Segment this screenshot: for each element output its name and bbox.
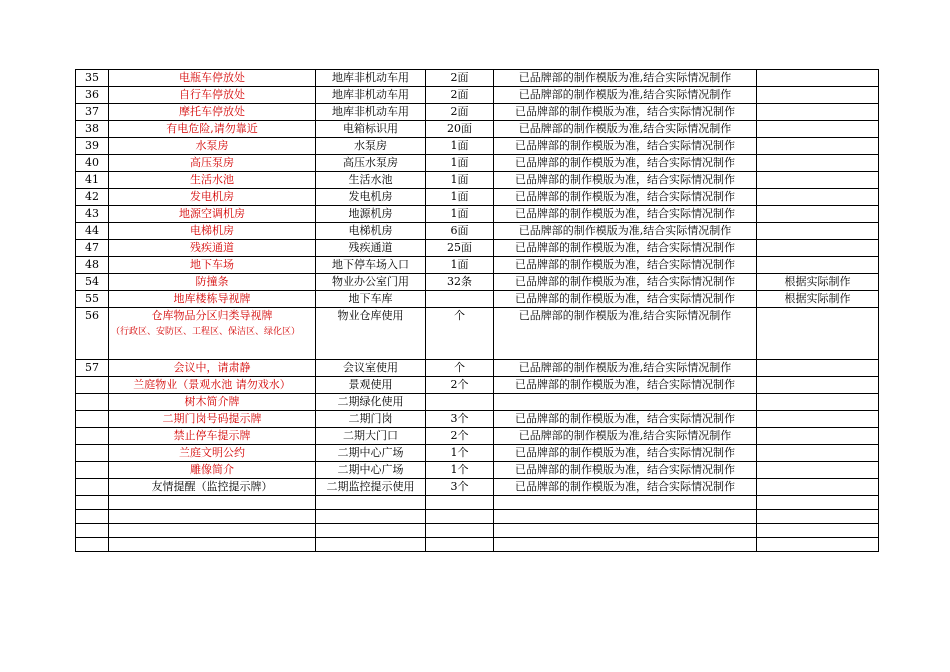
- blank-cell: [426, 524, 494, 538]
- usage-location-cell: [316, 377, 426, 394]
- sign-name-cell: [109, 291, 316, 308]
- remark-cell: [757, 87, 879, 104]
- sign-name-text: 防撞条: [195, 275, 229, 288]
- production-note-cell: [494, 411, 757, 428]
- sign-name-cell: [109, 155, 316, 172]
- quantity-cell: [426, 70, 494, 87]
- usage-location-text: 电箱标识用: [343, 122, 398, 135]
- row-number-cell: [76, 240, 109, 257]
- usage-location-cell: [316, 308, 426, 360]
- usage-location-cell: [316, 189, 426, 206]
- quantity-cell: [426, 445, 494, 462]
- row-number-cell: [76, 377, 109, 394]
- production-note-text: 已品牌部的制作模版为准,结合实际情况制作: [518, 71, 732, 84]
- row-number-text: 38: [85, 122, 99, 135]
- table-row: [76, 70, 879, 87]
- row-number-text: 55: [85, 292, 99, 305]
- blank-table-row: [76, 496, 879, 510]
- row-number-cell: [76, 172, 109, 189]
- production-note-cell: [494, 206, 757, 223]
- remark-cell: [757, 445, 879, 462]
- production-note-cell: [494, 274, 757, 291]
- usage-location-text: 会议室使用: [343, 361, 398, 374]
- sign-name-cell: [109, 223, 316, 240]
- production-note-text: 已品牌部的制作模版为准，结合实际情况制作: [515, 412, 735, 425]
- remark-cell: [757, 479, 879, 496]
- blank-cell: [316, 524, 426, 538]
- quantity-text: 6面: [450, 224, 469, 237]
- table-row: [76, 189, 879, 206]
- production-note-cell: [494, 291, 757, 308]
- remark-cell: [757, 411, 879, 428]
- table-row: [76, 274, 879, 291]
- quantity-text: 个: [454, 361, 465, 374]
- remark-cell: [757, 70, 879, 87]
- usage-location-cell: [316, 87, 426, 104]
- sign-name-cell: [109, 308, 316, 360]
- quantity-cell: [426, 308, 494, 360]
- usage-location-cell: [316, 462, 426, 479]
- sign-name-cell: [109, 462, 316, 479]
- sign-name-text: 地下车场: [190, 258, 234, 271]
- usage-location-text: 高压水泵房: [343, 156, 398, 169]
- table-row: [76, 411, 879, 428]
- quantity-cell: [426, 479, 494, 496]
- remark-text: 根据实际制作: [784, 275, 851, 288]
- row-number-cell: [76, 462, 109, 479]
- row-number-cell: [76, 274, 109, 291]
- blank-cell: [109, 496, 316, 510]
- quantity-text: 20面: [447, 122, 472, 135]
- usage-location-cell: [316, 274, 426, 291]
- sign-name-text: 发电机房: [190, 190, 234, 203]
- sign-name-text: 高压泵房: [190, 156, 234, 169]
- remark-cell: [757, 360, 879, 377]
- table-row: [76, 121, 879, 138]
- blank-cell: [426, 538, 494, 552]
- row-number-text: 44: [85, 224, 99, 237]
- remark-cell: [757, 394, 879, 411]
- row-number-cell: [76, 257, 109, 274]
- production-note-cell: [494, 121, 757, 138]
- sign-name-text: 有电危险,请勿靠近: [166, 122, 258, 135]
- production-note-text: 已品牌部的制作模版为准,结合实际情况制作: [518, 88, 732, 101]
- production-note-cell: [494, 428, 757, 445]
- row-number-cell: [76, 104, 109, 121]
- remark-cell: [757, 206, 879, 223]
- blank-table-row: [76, 510, 879, 524]
- row-number-cell: [76, 291, 109, 308]
- usage-location-text: 地库非机动车用: [332, 71, 409, 84]
- quantity-cell: [426, 394, 494, 411]
- row-number-text: 36: [85, 88, 99, 101]
- quantity-cell: [426, 104, 494, 121]
- row-number-text: 42: [85, 190, 99, 203]
- quantity-cell: [426, 360, 494, 377]
- remark-cell: [757, 223, 879, 240]
- quantity-text: 个: [454, 309, 465, 322]
- production-note-text: 已品牌部的制作模版为准,结合实际情况制作: [518, 309, 732, 322]
- sign-name-cell: [109, 445, 316, 462]
- blank-cell: [494, 524, 757, 538]
- row-number-cell: [76, 155, 109, 172]
- row-number-text: 57: [85, 361, 99, 374]
- quantity-cell: [426, 223, 494, 240]
- production-note-text: 已品牌部的制作模版为准，结合实际情况制作: [515, 105, 735, 118]
- row-number-text: 40: [85, 156, 99, 169]
- usage-location-cell: [316, 428, 426, 445]
- blank-cell: [426, 496, 494, 510]
- quantity-text: 3个: [450, 480, 469, 493]
- sign-name-text: 树木简介牌: [184, 395, 240, 408]
- row-number-cell: [76, 360, 109, 377]
- production-note-cell: [494, 70, 757, 87]
- usage-location-cell: [316, 411, 426, 428]
- quantity-text: 2面: [450, 71, 469, 84]
- table-row: [76, 360, 879, 377]
- sign-name-cell: [109, 394, 316, 411]
- row-number-text: 48: [85, 258, 99, 271]
- table-row: [76, 87, 879, 104]
- sign-name-text: 生活水池: [190, 173, 234, 186]
- quantity-cell: [426, 462, 494, 479]
- blank-cell: [316, 496, 426, 510]
- quantity-cell: [426, 172, 494, 189]
- production-note-text: 已品牌部的制作模版为准,结合实际情况制作: [518, 224, 732, 237]
- production-note-cell: [494, 360, 757, 377]
- row-number-cell: [76, 138, 109, 155]
- usage-location-text: 景观使用: [348, 378, 393, 391]
- table-row: [76, 291, 879, 308]
- table-row: [76, 377, 879, 394]
- production-note-text: 已品牌部的制作模版为准，结合实际情况制作: [515, 190, 735, 203]
- remark-text: 根据实际制作: [784, 292, 851, 305]
- sign-name-cell: [109, 257, 316, 274]
- blank-cell: [316, 510, 426, 524]
- sign-name-text: 地库楼栋导视牌: [173, 292, 251, 305]
- blank-cell: [76, 524, 109, 538]
- quantity-cell: [426, 138, 494, 155]
- usage-location-cell: [316, 121, 426, 138]
- sign-name-cell: [109, 411, 316, 428]
- sign-name-text: 禁止停车提示牌: [173, 429, 251, 442]
- production-note-cell: [494, 308, 757, 360]
- production-note-text: 已品牌部的制作模版为准，结合实际情况制作: [515, 378, 735, 391]
- table-row: [76, 445, 879, 462]
- usage-location-cell: [316, 138, 426, 155]
- sign-name-text: 水泵房: [195, 139, 229, 152]
- production-note-text: 已品牌部的制作模版为准，结合实际情况制作: [515, 207, 735, 220]
- quantity-text: 2个: [450, 429, 469, 442]
- remark-cell: [757, 274, 879, 291]
- sign-name-text: 电瓶车停放处: [179, 71, 245, 84]
- remark-cell: [757, 428, 879, 445]
- table-row: [76, 240, 879, 257]
- row-number-text: 54: [85, 275, 99, 288]
- table-row: [76, 257, 879, 274]
- row-number-text: 35: [85, 71, 99, 84]
- usage-location-cell: [316, 70, 426, 87]
- quantity-text: 25面: [447, 241, 472, 254]
- usage-location-text: 二期绿化使用: [337, 395, 404, 408]
- remark-cell: [757, 257, 879, 274]
- quantity-text: 1面: [450, 156, 469, 169]
- usage-location-text: 地源机房: [348, 207, 393, 220]
- production-note-text: 已品牌部的制作模版为准，结合实际情况制作: [515, 156, 735, 169]
- production-note-text: 已品牌部的制作模版为准，结合实际情况制作: [515, 480, 735, 493]
- usage-location-text: 发电机房: [348, 190, 393, 203]
- remark-cell: [757, 462, 879, 479]
- signage-table: [75, 69, 879, 552]
- quantity-text: 1个: [450, 446, 469, 459]
- usage-location-text: 二期门岗: [348, 412, 393, 425]
- quantity-cell: [426, 291, 494, 308]
- sign-name-text: 仓库物品分区归类导视牌: [151, 309, 273, 322]
- table-row: [76, 138, 879, 155]
- quantity-cell: [426, 189, 494, 206]
- production-note-cell: [494, 479, 757, 496]
- row-number-cell: [76, 121, 109, 138]
- usage-location-text: 地库非机动车用: [332, 105, 409, 118]
- blank-cell: [76, 538, 109, 552]
- sign-name-cell: [109, 428, 316, 445]
- quantity-cell: [426, 274, 494, 291]
- sign-name-text: 会议中，请肃静: [173, 361, 251, 374]
- blank-table-row: [76, 538, 879, 552]
- row-number-text: 39: [85, 139, 99, 152]
- usage-location-cell: [316, 172, 426, 189]
- quantity-text: 32条: [447, 275, 472, 288]
- usage-location-cell: [316, 360, 426, 377]
- blank-cell: [757, 510, 879, 524]
- usage-location-cell: [316, 223, 426, 240]
- quantity-text: 1个: [450, 463, 469, 476]
- production-note-text: 已品牌部的制作模版为准，结合实际情况制作: [515, 275, 735, 288]
- blank-cell: [76, 510, 109, 524]
- row-number-text: 56: [85, 309, 99, 322]
- usage-location-cell: [316, 257, 426, 274]
- quantity-cell: [426, 206, 494, 223]
- blank-cell: [494, 496, 757, 510]
- blank-cell: [494, 538, 757, 552]
- table-row: [76, 462, 879, 479]
- sign-name-cell: [109, 377, 316, 394]
- usage-location-cell: [316, 479, 426, 496]
- usage-location-cell: [316, 394, 426, 411]
- sign-name-cell: [109, 87, 316, 104]
- sign-name-cell: [109, 206, 316, 223]
- table-row: [76, 206, 879, 223]
- sign-name-cell: [109, 274, 316, 291]
- production-note-text: 已品牌部的制作模版为准，结合实际情况制作: [515, 463, 735, 476]
- usage-location-text: 二期中心广场: [337, 446, 404, 459]
- quantity-cell: [426, 121, 494, 138]
- row-number-cell: [76, 87, 109, 104]
- quantity-text: 2面: [450, 105, 469, 118]
- signage-table-body: [76, 70, 879, 552]
- production-note-text: 已品牌部的制作模版为准,结合实际情况制作: [518, 361, 732, 374]
- production-note-text: 已品牌部的制作模版为准，结合实际情况制作: [515, 292, 735, 305]
- sign-name-cell: [109, 104, 316, 121]
- quantity-cell: [426, 240, 494, 257]
- sign-name-subtext: （行政区、安防区、工程区、保洁区、绿化区）: [111, 327, 301, 337]
- usage-location-cell: [316, 291, 426, 308]
- production-note-text: 已品牌部的制作模版为准，结合实际情况制作: [515, 173, 735, 186]
- blank-cell: [494, 510, 757, 524]
- remark-cell: [757, 377, 879, 394]
- quantity-cell: [426, 155, 494, 172]
- quantity-text: 2个: [450, 378, 469, 391]
- table-row: [76, 308, 879, 360]
- usage-location-text: 水泵房: [354, 139, 387, 152]
- row-number-cell: [76, 308, 109, 360]
- blank-cell: [109, 510, 316, 524]
- row-number-cell: [76, 428, 109, 445]
- usage-location-text: 生活水池: [348, 173, 393, 186]
- remark-cell: [757, 308, 879, 360]
- blank-cell: [757, 496, 879, 510]
- production-note-text: 已品牌部的制作模版为准，结合实际情况制作: [515, 139, 735, 152]
- production-note-text: 已品牌部的制作模版为准,结合实际情况制作: [518, 429, 732, 442]
- quantity-cell: [426, 87, 494, 104]
- usage-location-text: 地库非机动车用: [332, 88, 409, 101]
- quantity-cell: [426, 377, 494, 394]
- blank-cell: [76, 496, 109, 510]
- production-note-cell: [494, 104, 757, 121]
- sign-name-cell: [109, 172, 316, 189]
- sign-name-text: 电梯机房: [190, 224, 234, 237]
- usage-location-cell: [316, 445, 426, 462]
- usage-location-cell: [316, 155, 426, 172]
- quantity-cell: [426, 257, 494, 274]
- row-number-text: 43: [85, 207, 99, 220]
- blank-cell: [757, 538, 879, 552]
- remark-cell: [757, 104, 879, 121]
- sign-name-cell: [109, 360, 316, 377]
- table-row: [76, 155, 879, 172]
- usage-location-text: 物业仓库使用: [337, 309, 404, 322]
- production-note-text: 已品牌部的制作模版为准，结合实际情况制作: [515, 241, 735, 254]
- quantity-text: 1面: [450, 173, 469, 186]
- quantity-text: 1面: [450, 207, 469, 220]
- table-row: [76, 394, 879, 411]
- sign-name-text: 友情提醒（监控提示牌）: [151, 480, 273, 493]
- usage-location-cell: [316, 104, 426, 121]
- usage-location-text: 物业办公室门用: [332, 275, 409, 288]
- usage-location-text: 地下车库: [348, 292, 393, 305]
- sign-name-text: 地源空调机房: [179, 207, 245, 220]
- usage-location-text: 电梯机房: [348, 224, 393, 237]
- remark-cell: [757, 155, 879, 172]
- quantity-cell: [426, 411, 494, 428]
- quantity-text: 1面: [450, 258, 469, 271]
- production-note-cell: [494, 172, 757, 189]
- blank-cell: [426, 510, 494, 524]
- row-number-text: 37: [85, 105, 99, 118]
- row-number-cell: [76, 189, 109, 206]
- quantity-text: 1面: [450, 190, 469, 203]
- row-number-cell: [76, 223, 109, 240]
- row-number-cell: [76, 394, 109, 411]
- production-note-cell: [494, 445, 757, 462]
- sign-name-text: 残疾通道: [190, 241, 234, 254]
- usage-location-text: 二期监控提示使用: [326, 480, 415, 493]
- table-row: [76, 104, 879, 121]
- blank-cell: [757, 524, 879, 538]
- sign-name-cell: [109, 121, 316, 138]
- table-row: [76, 223, 879, 240]
- production-note-text: 已品牌部的制作模版为准,结合实际情况制作: [518, 122, 732, 135]
- production-note-text: 已品牌部的制作模版为准，结合实际情况制作: [515, 446, 735, 459]
- sign-name-cell: [109, 240, 316, 257]
- production-note-cell: [494, 462, 757, 479]
- sign-name-cell: [109, 138, 316, 155]
- remark-cell: [757, 121, 879, 138]
- usage-location-text: 地下停车场入口: [332, 258, 409, 271]
- production-note-cell: [494, 87, 757, 104]
- row-number-cell: [76, 206, 109, 223]
- production-note-cell: [494, 138, 757, 155]
- production-note-cell: [494, 223, 757, 240]
- remark-cell: [757, 240, 879, 257]
- sign-name-cell: [109, 479, 316, 496]
- production-note-cell: [494, 240, 757, 257]
- usage-location-cell: [316, 240, 426, 257]
- remark-cell: [757, 138, 879, 155]
- sign-name-text: 兰庭文明公约: [179, 446, 245, 459]
- sign-name-cell: [109, 189, 316, 206]
- sign-name-text: 摩托车停放处: [179, 105, 245, 118]
- usage-location-text: 二期中心广场: [337, 463, 404, 476]
- blank-cell: [316, 538, 426, 552]
- production-note-cell: [494, 155, 757, 172]
- sign-name-text: 雕像简介: [190, 463, 234, 476]
- quantity-text: 3个: [450, 412, 469, 425]
- sign-name-text: 二期门岗号码提示牌: [162, 412, 262, 425]
- row-number-cell: [76, 479, 109, 496]
- remark-cell: [757, 291, 879, 308]
- remark-cell: [757, 172, 879, 189]
- usage-location-text: 二期大门口: [343, 429, 398, 442]
- row-number-text: 47: [85, 241, 99, 254]
- production-note-cell: [494, 394, 757, 411]
- production-note-cell: [494, 257, 757, 274]
- sign-name-text: 自行车停放处: [179, 88, 245, 101]
- sign-name-text: 兰庭物业（景观水池 请勿戏水）: [133, 378, 291, 391]
- production-note-cell: [494, 189, 757, 206]
- quantity-text: 1面: [450, 139, 469, 152]
- row-number-text: 41: [85, 173, 99, 186]
- table-row: [76, 479, 879, 496]
- remark-cell: [757, 189, 879, 206]
- production-note-text: 已品牌部的制作模版为准，结合实际情况制作: [515, 258, 735, 271]
- table-row: [76, 172, 879, 189]
- quantity-text: 2面: [450, 88, 469, 101]
- table-row: [76, 428, 879, 445]
- blank-cell: [109, 538, 316, 552]
- usage-location-text: 残疾通道: [348, 241, 393, 254]
- blank-cell: [109, 524, 316, 538]
- production-note-cell: [494, 377, 757, 394]
- sign-name-cell: [109, 70, 316, 87]
- quantity-cell: [426, 428, 494, 445]
- usage-location-cell: [316, 206, 426, 223]
- row-number-cell: [76, 70, 109, 87]
- row-number-cell: [76, 445, 109, 462]
- row-number-cell: [76, 411, 109, 428]
- blank-table-row: [76, 524, 879, 538]
